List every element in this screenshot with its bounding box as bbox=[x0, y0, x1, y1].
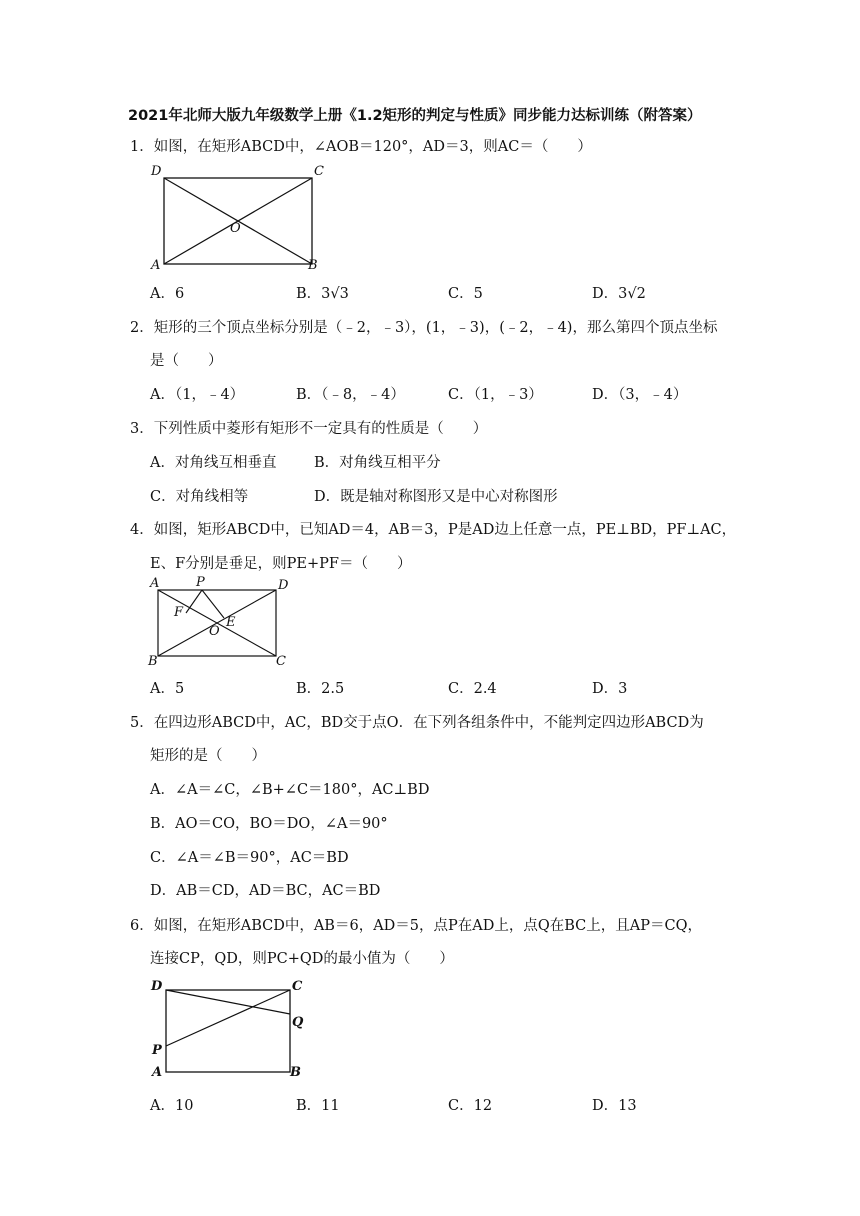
figure-label-a: A bbox=[152, 1065, 163, 1080]
question-5-option-c: C．∠A＝∠B＝90°，AC＝BD bbox=[150, 850, 349, 866]
question-4-option-a: A．5 bbox=[150, 681, 185, 697]
question-2-stem-line1: 2．矩形的三个顶点坐标分别是（﹣2，﹣3），(1，﹣3)，(﹣2，﹣4)，那么第四个顶点坐标 bbox=[130, 320, 718, 336]
question-5-option-b: B．AO＝CO，BO＝DO，∠A＝90° bbox=[150, 816, 388, 832]
question-3-option-a: A．对角线互相垂直 bbox=[150, 455, 277, 471]
question-4-option-c: C．2.4 bbox=[448, 681, 497, 697]
figure-label-c: C bbox=[292, 979, 303, 994]
question-1-option-b: B．3√3 bbox=[296, 286, 349, 302]
question-2-option-c: C．（1，﹣3） bbox=[448, 387, 543, 403]
figure-label-d: D bbox=[278, 578, 289, 593]
figure-label-c: C bbox=[314, 164, 324, 179]
figure-label-q: Q bbox=[292, 1015, 304, 1030]
figure-label-p: P bbox=[196, 576, 205, 590]
question-6-option-a: A．10 bbox=[150, 1098, 194, 1114]
question-4-option-d: D．3 bbox=[592, 681, 628, 697]
figure-label-b: B bbox=[290, 1065, 301, 1080]
question-4-figure bbox=[146, 576, 296, 668]
figure-label-d: D bbox=[151, 164, 162, 179]
question-3-option-b: B．对角线互相平分 bbox=[314, 455, 441, 471]
question-5-option-a: A．∠A＝∠C，∠B+∠C＝180°，AC⊥BD bbox=[150, 782, 430, 798]
page-title: 2021年北师大版九年级数学上册《1.2矩形的判定与性质》同步能力达标训练（附答案） bbox=[128, 108, 702, 124]
question-6-option-b: B．11 bbox=[296, 1098, 340, 1114]
question-1-option-d: D．3√2 bbox=[592, 286, 646, 302]
question-1-option-a: A．6 bbox=[150, 286, 185, 302]
figure-label-d: D bbox=[151, 979, 163, 994]
question-2-option-a: A．（1，﹣4） bbox=[150, 387, 245, 403]
question-3-option-d: D．既是轴对称图形又是中心对称图形 bbox=[314, 489, 558, 505]
figure-label-a: A bbox=[150, 576, 160, 591]
question-4-stem-line2: E、F分别是垂足，则PE+PF＝（ ） bbox=[150, 556, 412, 572]
question-1-stem: 1．如图，在矩形ABCD中，∠AOB＝120°，AD＝3，则AC＝（ ） bbox=[130, 139, 592, 155]
question-6-figure bbox=[144, 974, 324, 1082]
question-4-stem-line1: 4．如图，矩形ABCD中，已知AD＝4，AB＝3，P是AD边上任意一点，PE⊥BD，PF⊥AC， bbox=[130, 522, 737, 538]
question-3-option-c: C．对角线相等 bbox=[150, 489, 249, 505]
question-5-stem-line2: 矩形的是（ ） bbox=[150, 748, 266, 764]
figure-label-o: O bbox=[230, 221, 241, 236]
figure-label-o: O bbox=[209, 624, 220, 639]
question-6-stem-line2: 连接CP，QD，则PC+QD的最小值为（ ） bbox=[150, 951, 454, 967]
question-4-option-b: B．2.5 bbox=[296, 681, 345, 697]
figure-label-e: E bbox=[226, 615, 236, 630]
figure-label-a: A bbox=[151, 258, 161, 273]
question-2-option-d: D．（3，﹣4） bbox=[592, 387, 688, 403]
question-1-option-c: C．5 bbox=[448, 286, 483, 302]
question-2-stem-line2: 是（ ） bbox=[150, 353, 223, 369]
question-2-option-b: B．（﹣8，﹣4） bbox=[296, 387, 405, 403]
figure-label-b: B bbox=[308, 258, 318, 273]
figure-label-c: C bbox=[276, 654, 286, 668]
figure-label-f: F bbox=[174, 605, 184, 620]
question-5-stem-line1: 5．在四边形ABCD中，AC，BD交于点O．在下列各组条件中，不能判定四边形ABCD为 bbox=[130, 715, 704, 731]
question-6-option-d: D．13 bbox=[592, 1098, 637, 1114]
question-5-option-d: D．AB＝CD，AD＝BC，AC＝BD bbox=[150, 883, 381, 899]
question-3-stem: 3．下列性质中菱形有矩形不一定具有的性质是（ ） bbox=[130, 421, 488, 437]
question-6-option-c: C．12 bbox=[448, 1098, 493, 1114]
figure-label-b: B bbox=[148, 654, 158, 668]
question-1-figure bbox=[148, 160, 328, 275]
question-6-stem-line1: 6．如图，在矩形ABCD中，AB＝6，AD＝5，点P在AD上，点Q在BC上，且AP＝CQ， bbox=[130, 918, 702, 934]
figure-label-p: P bbox=[152, 1043, 162, 1058]
